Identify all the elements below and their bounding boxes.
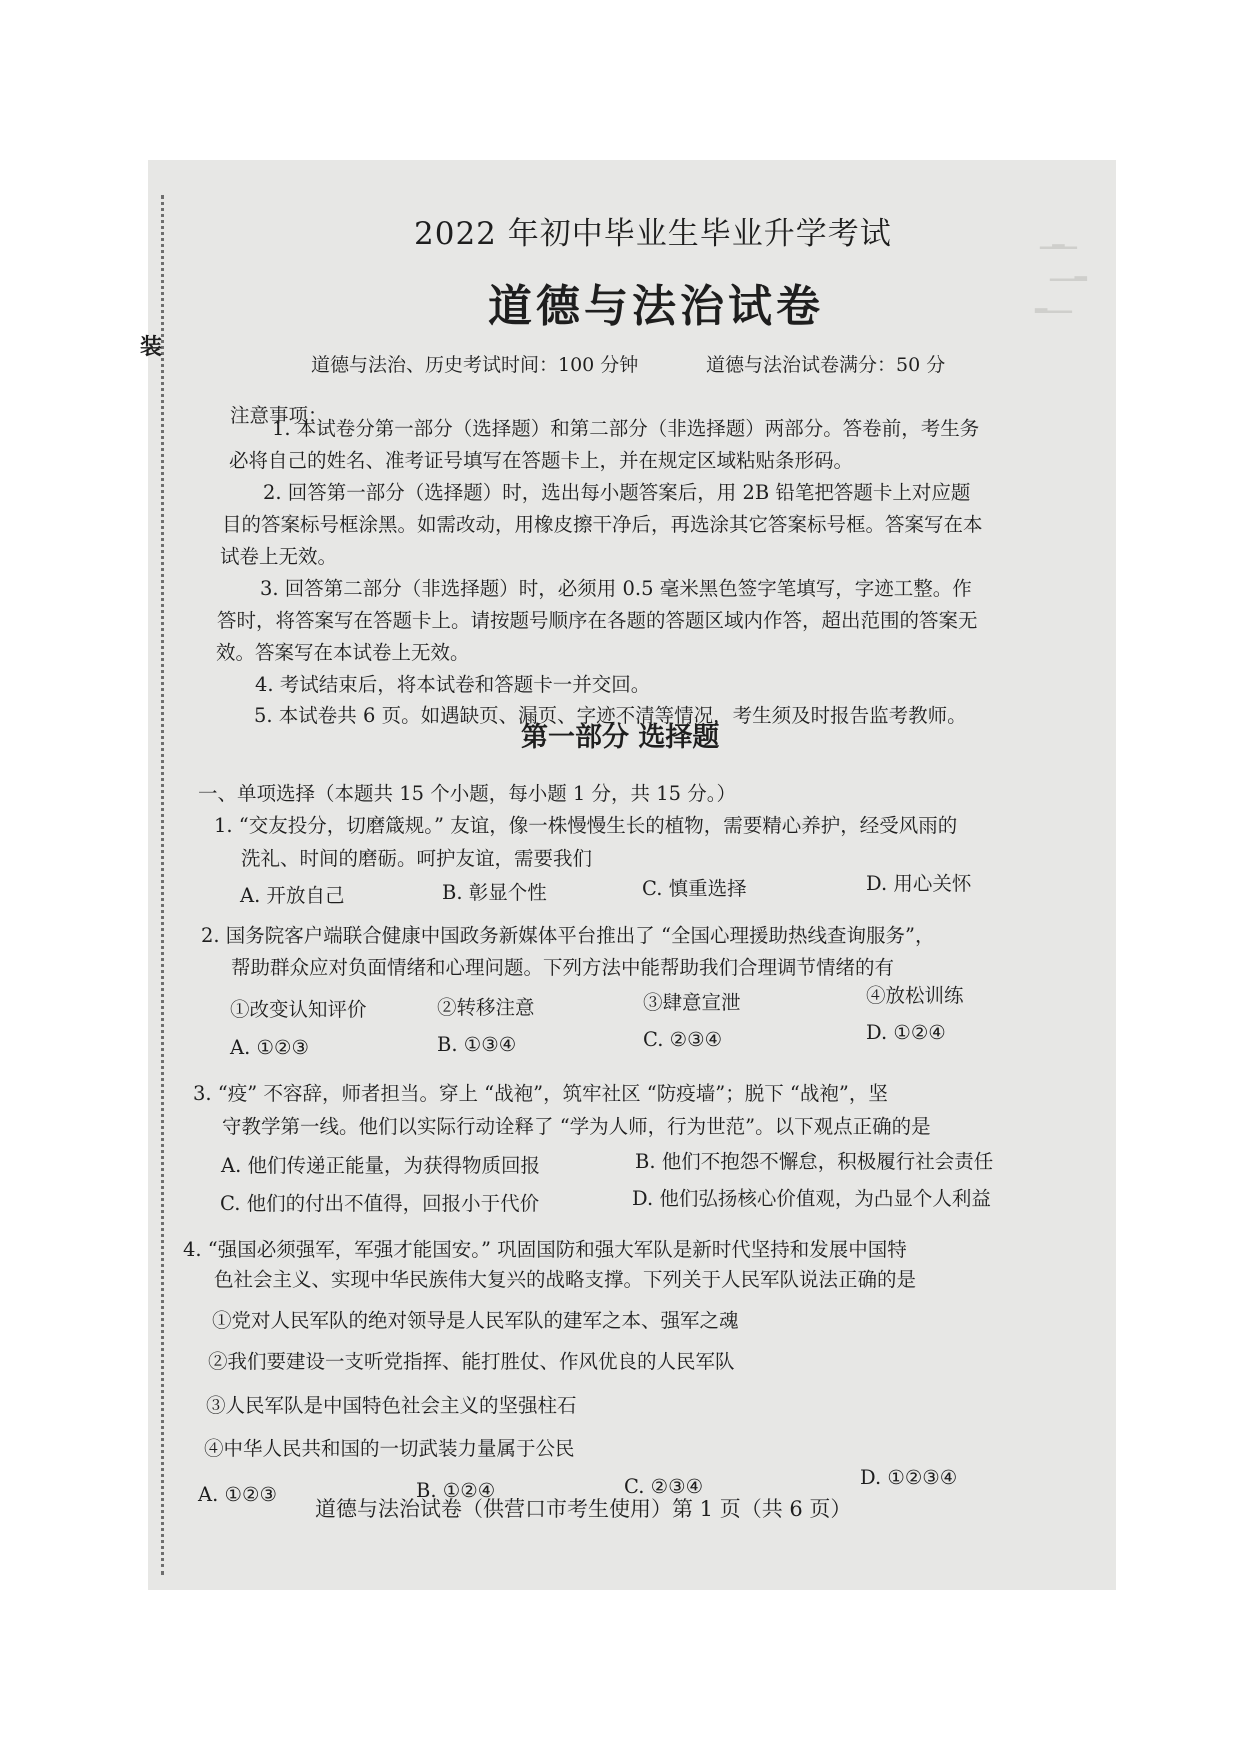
notes-line: 答时，将答案写在答题卡上。请按题号顺序在各题的答题区域内作答，超出范围的答案无 [217, 609, 978, 632]
notes-line: 3. 回答第二部分（非选择题）时，必须用 0.5 毫米黑色签字笔填写，字迹工整。作 [260, 577, 972, 600]
question-3-option-d: D. 他们弘扬核心价值观，为凸显个人利益 [632, 1187, 991, 1210]
exam-title: 2022 年初中毕业生毕业升学考试 [414, 216, 892, 252]
question-3-stem: 守教学第一线。他们以实际行动诠释了 “学为人师，行为世范”。以下观点正确的是 [222, 1115, 931, 1138]
question-2-item: ④放松训练 [866, 984, 964, 1007]
binding-mark: 装 [140, 334, 163, 360]
notes-line: 1. 本试卷分第一部分（选择题）和第二部分（非选择题）两部分。答卷前，考生务 [272, 417, 980, 440]
question-1-option-a: A. 开放自己 [240, 884, 345, 907]
question-4-item: ①党对人民军队的绝对领导是人民军队的建军之本、强军之魂 [212, 1309, 739, 1332]
question-2-item: ②转移注意 [437, 996, 535, 1019]
question-2-option-c: C. ②③④ [643, 1028, 723, 1051]
part-intro: 一、单项选择（本题共 15 个小题，每小题 1 分，共 15 分。） [198, 782, 736, 805]
question-1-option-b: B. 彰显个性 [442, 881, 547, 904]
notes-line: 5. 本试卷共 6 页。如遇缺页、漏页、字迹不清等情况，考生须及时报告监考教师。 [254, 704, 967, 727]
page-footer: 道德与法治试卷（供营口市考生使用）第 1 页（共 6 页） [315, 1497, 852, 1521]
question-3-option-a: A. 他们传递正能量，为获得物质回报 [221, 1154, 540, 1177]
question-4-item: ③人民军队是中国特色社会主义的坚强柱石 [206, 1394, 577, 1417]
notes-line: 效。答案写在本试卷上无效。 [216, 641, 470, 664]
question-4-item: ④中华人民共和国的一切武装力量属于公民 [204, 1437, 575, 1460]
question-1-option-d: D. 用心关怀 [866, 872, 972, 895]
subject-title: 道德与法治试卷 [488, 281, 824, 332]
notes-heading: 注意事项： [230, 404, 328, 427]
section-title: 第一部分 选择题 [521, 722, 720, 753]
question-4-option-a: A. ①②③ [198, 1483, 277, 1506]
exam-time: 道德与法治、历史考试时间：100 分钟 [311, 354, 639, 376]
full-score: 道德与法治试卷满分：50 分 [706, 354, 946, 376]
question-4-stem: 4. “强国必须强军，军强才能国安。” 巩固国防和强大军队是新时代坚持和发展中国特 [183, 1238, 907, 1261]
notes-line: 目的答案标号框涂黑。如需改动，用橡皮擦干净后，再选涂其它答案标号框。答案写在本 [222, 513, 983, 536]
question-1-stem: 洗礼、时间的磨砺。呵护友谊，需要我们 [241, 847, 593, 870]
question-2-item: ③肆意宣泄 [643, 991, 741, 1014]
bleed-through-mark: ▂▁▁ [1035, 294, 1072, 313]
bleed-through-mark: ▁▂▁ [1040, 230, 1077, 249]
question-1-stem: 1. “交友投分，切磨箴规。” 友谊，像一株慢慢生长的植物，需要精心养护，经受风雨的 [214, 814, 958, 837]
question-3-stem: 3. “疫” 不容辞，师者担当。穿上 “战袍”，筑牢社区 “防疫墙”；脱下 “战袍”，坚 [193, 1082, 888, 1105]
notes-line: 试卷上无效。 [220, 545, 338, 568]
question-3-option-b: B. 他们不抱怨不懈怠，积极履行社会责任 [635, 1150, 994, 1173]
question-2-option-d: D. ①②④ [866, 1021, 946, 1044]
question-3-option-c: C. 他们的付出不值得，回报小于代价 [220, 1192, 540, 1215]
question-2-stem: 帮助群众应对负面情绪和心理问题。下列方法中能帮助我们合理调节情绪的有 [231, 956, 895, 979]
question-4-option-d: D. ①②③④ [860, 1466, 958, 1489]
question-4-option-c: C. ②③④ [624, 1475, 704, 1498]
question-4-item: ②我们要建设一支听党指挥、能打胜仗、作风优良的人民军队 [208, 1350, 735, 1373]
notes-line: 4. 考试结束后，将本试卷和答题卡一并交回。 [255, 673, 651, 696]
notes-line: 必将自己的姓名、准考证号填写在答题卡上，并在规定区域粘贴条形码。 [229, 449, 854, 472]
question-2-stem: 2. 国务院客户端联合健康中国政务新媒体平台推出了 “全国心理援助热线查询服务”， [201, 924, 935, 947]
question-2-option-a: A. ①②③ [230, 1036, 309, 1059]
notes-line: 2. 回答第一部分（选择题）时，选出每小题答案后，用 2B 铅笔把答题卡上对应题 [263, 481, 971, 504]
question-2-item: ①改变认知评价 [230, 998, 367, 1021]
question-4-option-b: B. ①②④ [416, 1479, 496, 1502]
question-2-option-b: B. ①③④ [437, 1033, 517, 1056]
question-4-stem: 色社会主义、实现中华民族伟大复兴的战略支撑。下列关于人民军队说法正确的是 [214, 1268, 917, 1291]
question-1-option-c: C. 慎重选择 [642, 877, 747, 900]
bleed-through-mark: ▁▁▂ [1050, 262, 1087, 281]
binding-line [161, 195, 164, 1575]
